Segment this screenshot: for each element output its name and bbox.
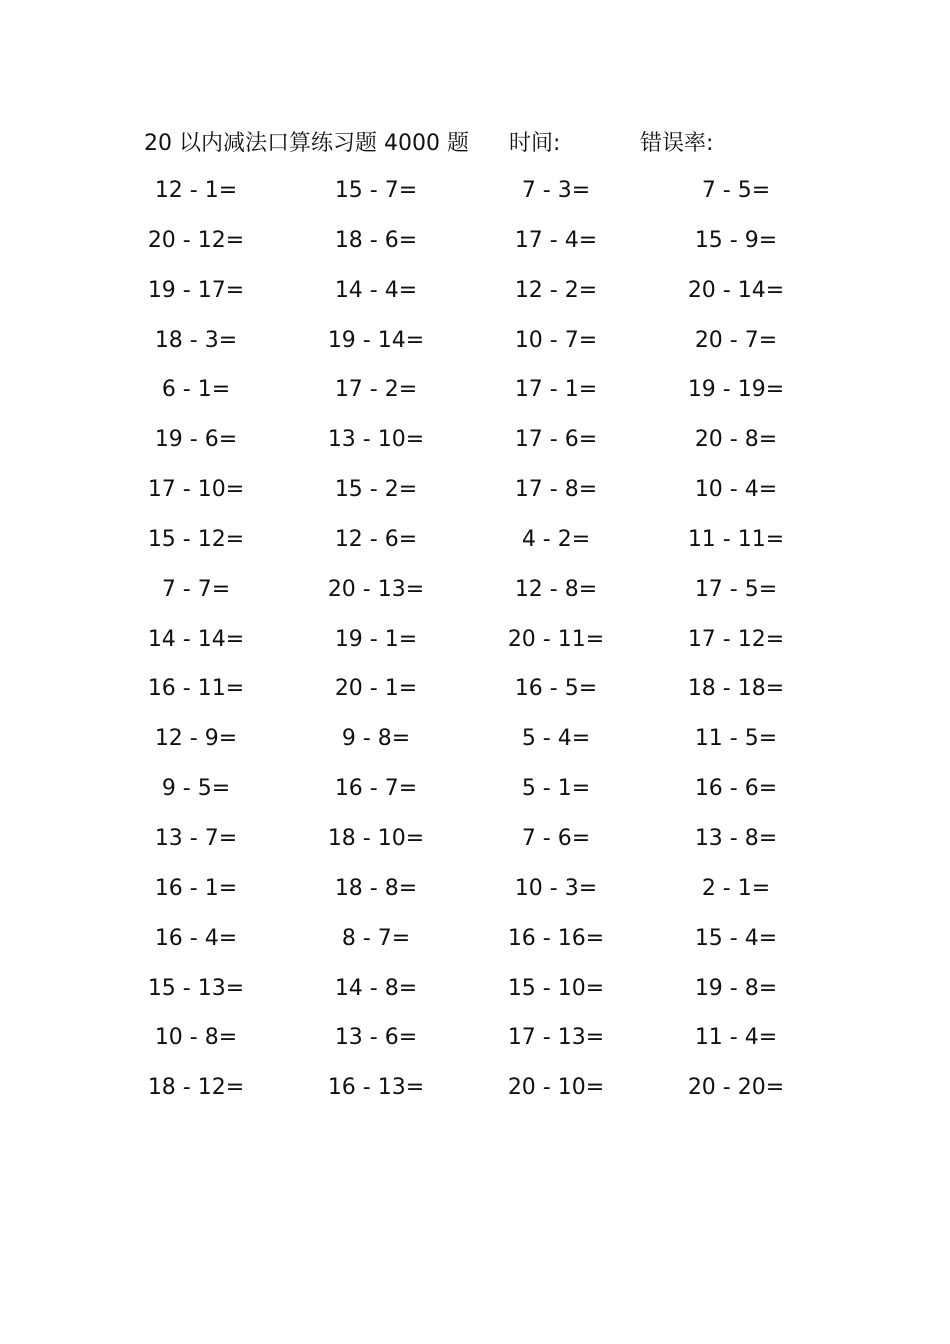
problem-cell: 9 - 5= [161, 776, 231, 802]
problem-cell: 18 - 6= [334, 227, 418, 253]
problem-cell: 15 - 2= [334, 477, 418, 503]
problem-cell: 5 - 4= [521, 726, 591, 752]
problem-cell: 20 - 14= [687, 277, 785, 303]
problem-cell: 20 - 1= [334, 676, 418, 702]
problem-cell: 16 - 11= [147, 676, 245, 702]
problem-cell: 18 - 18= [687, 676, 785, 702]
problem-row [0, 373, 950, 423]
problem-cell: 11 - 5= [694, 726, 778, 752]
problem-row [0, 224, 950, 274]
problem-cell: 16 - 6= [694, 776, 778, 802]
problem-row [0, 922, 950, 972]
problem-cell: 12 - 2= [514, 277, 598, 303]
problem-cell: 18 - 10= [327, 825, 425, 851]
problem-row [0, 623, 950, 673]
problem-cell: 12 - 1= [154, 178, 238, 203]
problem-cell: 8 - 7= [341, 925, 411, 951]
problem-cell: 18 - 8= [334, 875, 418, 901]
problem-cell: 15 - 7= [334, 178, 418, 203]
problem-cell: 20 - 11= [507, 626, 605, 652]
problem-cell: 12 - 6= [334, 526, 418, 552]
problem-row [0, 722, 950, 772]
problem-cell: 13 - 6= [334, 1025, 418, 1051]
problem-row [0, 822, 950, 872]
error-rate-label: 错误率: [640, 131, 714, 156]
problem-cell: 17 - 5= [694, 576, 778, 602]
problem-cell: 7 - 7= [161, 576, 231, 602]
worksheet-header [144, 126, 764, 160]
problem-cell: 10 - 7= [514, 327, 598, 353]
problem-cell: 19 - 1= [334, 626, 418, 652]
problem-cell: 17 - 12= [687, 626, 785, 652]
problem-cell: 15 - 10= [507, 975, 605, 1001]
problem-cell: 17 - 1= [514, 377, 598, 403]
time-label: 时间: [509, 131, 561, 156]
problem-cell: 14 - 8= [334, 975, 418, 1001]
problem-cell: 16 - 7= [334, 776, 418, 802]
problem-cell: 16 - 13= [327, 1075, 425, 1101]
problem-cell: 10 - 3= [514, 875, 598, 901]
problem-cell: 20 - 7= [694, 327, 778, 353]
problem-cell: 12 - 9= [154, 726, 238, 752]
problem-cell: 19 - 8= [694, 975, 778, 1001]
problem-grid [0, 174, 950, 1121]
problem-row [0, 672, 950, 722]
problem-cell: 19 - 17= [147, 277, 245, 303]
problem-cell: 18 - 3= [154, 327, 238, 353]
problem-cell: 7 - 5= [701, 178, 771, 203]
problem-cell: 19 - 6= [154, 427, 238, 453]
problem-cell: 13 - 10= [327, 427, 425, 453]
problem-row [0, 772, 950, 822]
problem-row [0, 872, 950, 922]
problem-row [0, 523, 950, 573]
problem-row [0, 423, 950, 473]
problem-cell: 18 - 12= [147, 1075, 245, 1101]
problem-cell: 17 - 2= [334, 377, 418, 403]
problem-cell: 14 - 14= [147, 626, 245, 652]
problem-cell: 17 - 13= [507, 1025, 605, 1051]
problem-cell: 20 - 10= [507, 1075, 605, 1101]
problem-cell: 16 - 5= [514, 676, 598, 702]
problem-cell: 13 - 8= [694, 825, 778, 851]
problem-cell: 15 - 12= [147, 526, 245, 552]
problem-cell: 17 - 6= [514, 427, 598, 453]
problem-cell: 11 - 11= [687, 526, 785, 552]
problem-cell: 15 - 9= [694, 227, 778, 253]
problem-row [0, 1071, 950, 1121]
problem-row [0, 473, 950, 523]
problem-cell: 10 - 8= [154, 1025, 238, 1051]
problem-cell: 2 - 1= [701, 875, 771, 901]
problem-cell: 19 - 19= [687, 377, 785, 403]
problem-row [0, 1021, 950, 1071]
problem-cell: 10 - 4= [694, 477, 778, 503]
problem-row [0, 324, 950, 374]
problem-cell: 19 - 14= [327, 327, 425, 353]
problem-cell: 20 - 20= [687, 1075, 785, 1101]
problem-cell: 12 - 8= [514, 576, 598, 602]
problem-cell: 16 - 1= [154, 875, 238, 901]
problem-cell: 7 - 3= [521, 178, 591, 203]
problem-row [0, 972, 950, 1022]
problem-cell: 13 - 7= [154, 825, 238, 851]
problem-cell: 9 - 8= [341, 726, 411, 752]
problem-cell: 17 - 10= [147, 477, 245, 503]
problem-cell: 15 - 4= [694, 925, 778, 951]
problem-cell: 17 - 8= [514, 477, 598, 503]
problem-cell: 17 - 4= [514, 227, 598, 253]
problem-cell: 11 - 4= [694, 1025, 778, 1051]
problem-cell: 15 - 13= [147, 975, 245, 1001]
problem-cell: 7 - 6= [521, 825, 591, 851]
problem-cell: 20 - 12= [147, 227, 245, 253]
problem-row [0, 573, 950, 623]
problem-cell: 20 - 13= [327, 576, 425, 602]
problem-row [0, 274, 950, 324]
problem-cell: 20 - 8= [694, 427, 778, 453]
problem-cell: 14 - 4= [334, 277, 418, 303]
problem-cell: 16 - 16= [507, 925, 605, 951]
problem-cell: 4 - 2= [521, 526, 591, 552]
problem-cell: 16 - 4= [154, 925, 238, 951]
problem-cell: 6 - 1= [161, 377, 231, 403]
problem-row [0, 174, 950, 224]
problem-cell: 5 - 1= [521, 776, 591, 802]
worksheet-title: 20 以内减法口算练习题 4000 题 [144, 131, 469, 156]
